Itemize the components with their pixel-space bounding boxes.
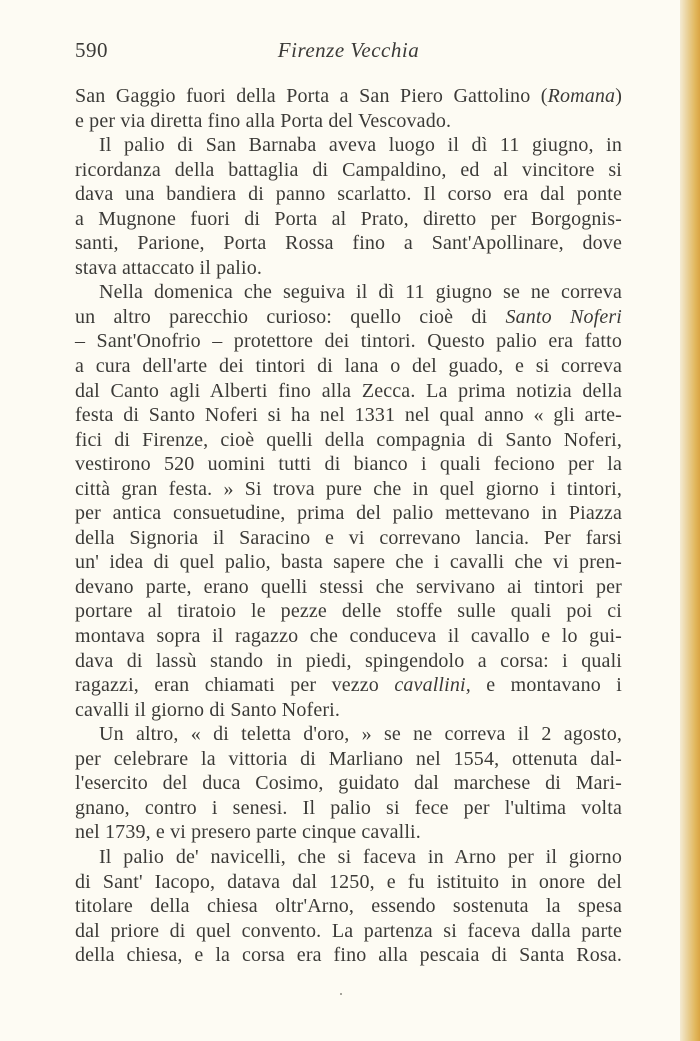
text-line: cavalli il giorno di Santo Noferi.: [75, 698, 341, 721]
text-line: un altro parecchio curioso: quello cioè di Santo Noferi: [75, 305, 622, 328]
page-body: [75, 84, 622, 968]
text-line: e per via diretta fino alla Porta del Vescovado.: [75, 109, 452, 132]
text-line: dava di lassù stando in piedi, spingendolo a corsa: i quali: [75, 649, 622, 672]
text-line: festa di Santo Noferi si ha nel 1331 nel qual anno « gli arte-: [75, 404, 622, 427]
text-line: dal Canto agli Alberti fino alla Zecca. La prima notizia della: [75, 379, 622, 402]
text-line: – Sant'Onofrio – protettore dei tintori. Questo palio era fatto: [75, 330, 622, 353]
text-line: portare al tiratoio le pezze delle stoffe sulle quali poi ci: [75, 600, 622, 623]
text-line: un' idea di quel palio, basta sapere che i cavalli che vi pren-: [75, 551, 622, 574]
text-line: gnano, contro i senesi. Il palio si fece per l'ultima volta: [75, 796, 622, 819]
text-line: di Sant' Iacopo, datava dal 1250, e fu istituito in onore del: [75, 870, 622, 893]
text-line: montava sopra il ragazzo che conduceva il cavallo e lo gui-: [75, 625, 622, 648]
text-line: l'esercito del duca Cosimo, guidato dal marchese di Mari-: [75, 772, 622, 795]
text-line: devano parte, erano quelli stessi che servivano ai tintori per: [75, 575, 622, 598]
text-line: della Signoria il Saracino e vi correvano lancia. Per farsi: [75, 526, 622, 549]
text-line: santi, Parione, Porta Rossa fino a Sant'Apollinare, dove: [75, 232, 622, 255]
text-line: dal priore di quel convento. La partenza si faceva dalla parte: [75, 919, 622, 942]
text-line: vestirono 520 uomini tutti di bianco i quali feciono per la: [75, 453, 622, 476]
text-line: Nella domenica che seguiva il dì 11 giugno se ne correva: [99, 281, 622, 304]
text-line: Il palio de' navicelli, che si faceva in Arno per il giorno: [99, 845, 622, 868]
text-line: San Gaggio fuori della Porta a San Piero Gattolino (Romana): [75, 85, 622, 107]
text-line: per celebrare la vittoria di Marliano nel 1554, ottenuta dal-: [75, 747, 622, 770]
text-line: a Mugnone fuori di Porta al Prato, diretto per Borgognis-: [75, 207, 622, 230]
running-title: Firenze Vecchia: [277, 38, 420, 62]
text-line: della chiesa, e la corsa era fino alla pescaia di Santa Rosa.: [75, 944, 622, 967]
text-line: ragazzi, eran chiamati per vezzo cavallini, e montavano i: [75, 674, 622, 697]
text-line: per antica consuetudine, prima del palio mettevano in Piazza: [75, 502, 622, 525]
text-line: nel 1739, e vi presero parte cinque cavalli.: [75, 821, 421, 844]
text-line: Un altro, « di teletta d'oro, » se ne correva il 2 agosto,: [99, 723, 622, 746]
page-number: 590: [75, 38, 108, 62]
text-line: a cura dell'arte dei tintori di lana o del guado, e si correva: [75, 355, 622, 378]
text-line: città gran festa. » Si trova pure che in quel giorno i tintori,: [75, 477, 622, 500]
text-line: stava attaccato il palio.: [75, 256, 263, 279]
page-header: [75, 38, 622, 68]
text-line: Il palio di San Barnaba aveva luogo il dì 11 giugno, in: [99, 134, 622, 157]
text-line: titolare della chiesa oltr'Arno, essendo sostenuta la spesa: [75, 895, 622, 918]
page-speck: [340, 993, 342, 995]
text-line: ricordanza della battaglia di Campaldino, ed al vincitore si: [75, 158, 622, 181]
text-line: dava una bandiera di panno scarlatto. Il corso era dal ponte: [75, 183, 622, 206]
text-line: fici di Firenze, cioè quelli della compagnia di Santo Noferi,: [75, 428, 622, 451]
gilded-page-edge: [680, 0, 700, 1041]
